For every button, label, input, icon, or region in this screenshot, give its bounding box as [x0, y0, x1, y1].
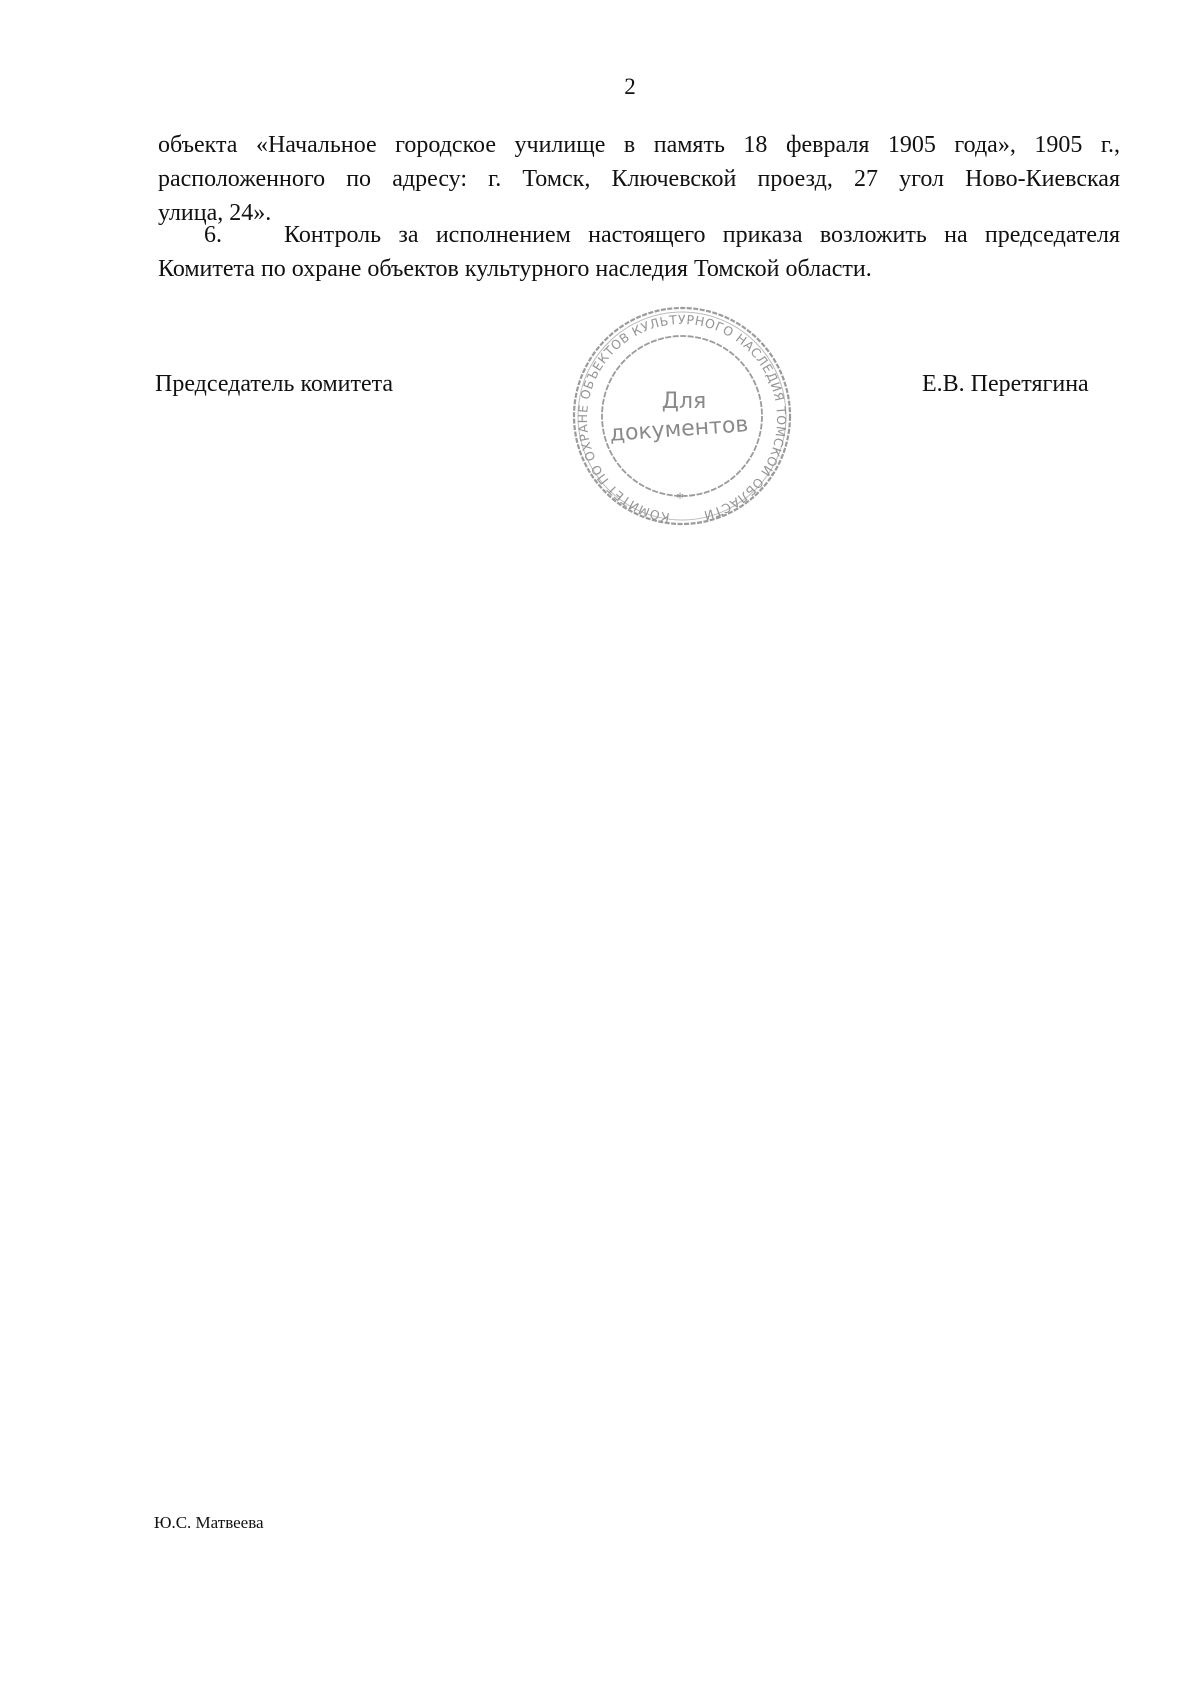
signature-name: Е.В. Перетягина — [922, 371, 1089, 397]
paragraph-continuation — [158, 128, 1120, 230]
item-number: 6. — [204, 222, 222, 248]
stamp-center-line-1: Для — [661, 389, 707, 414]
item-6-text-line: Контроль за исполнением настоящего приказа возложить на председателя — [284, 222, 1120, 248]
item-6-text-line: Комитета по охране объектов культурного наследия Томской области. — [158, 256, 872, 282]
executor-name: Ю.С. Матвеева — [154, 1513, 264, 1532]
paragraph-line: расположенного по адресу: г. Томск, Ключевской проезд, 27 угол Ново-Киевская — [158, 166, 1120, 192]
page-number: 2 — [624, 74, 636, 99]
item-6-paragraph — [158, 218, 1120, 286]
official-stamp — [567, 305, 797, 527]
stamp-star: * — [676, 491, 684, 507]
paragraph-line: объекта «Начальное городское училище в память 18 февраля 1905 года», 1905 г., — [158, 132, 1120, 158]
stamp-ring-text: КОМИТЕТ ПО ОХРАНЕ ОБЪЕКТОВ КУЛЬТУРНОГО НАСЛЕДИЯ ТОМСКОЙ ОБЛАСТИ — [574, 311, 790, 526]
item-6-first-line — [158, 218, 1120, 252]
stamp-center-line-2: документов — [608, 412, 750, 447]
paragraph-line: улица, 24». — [158, 200, 272, 226]
signature-title: Председатель комитета — [155, 371, 394, 397]
